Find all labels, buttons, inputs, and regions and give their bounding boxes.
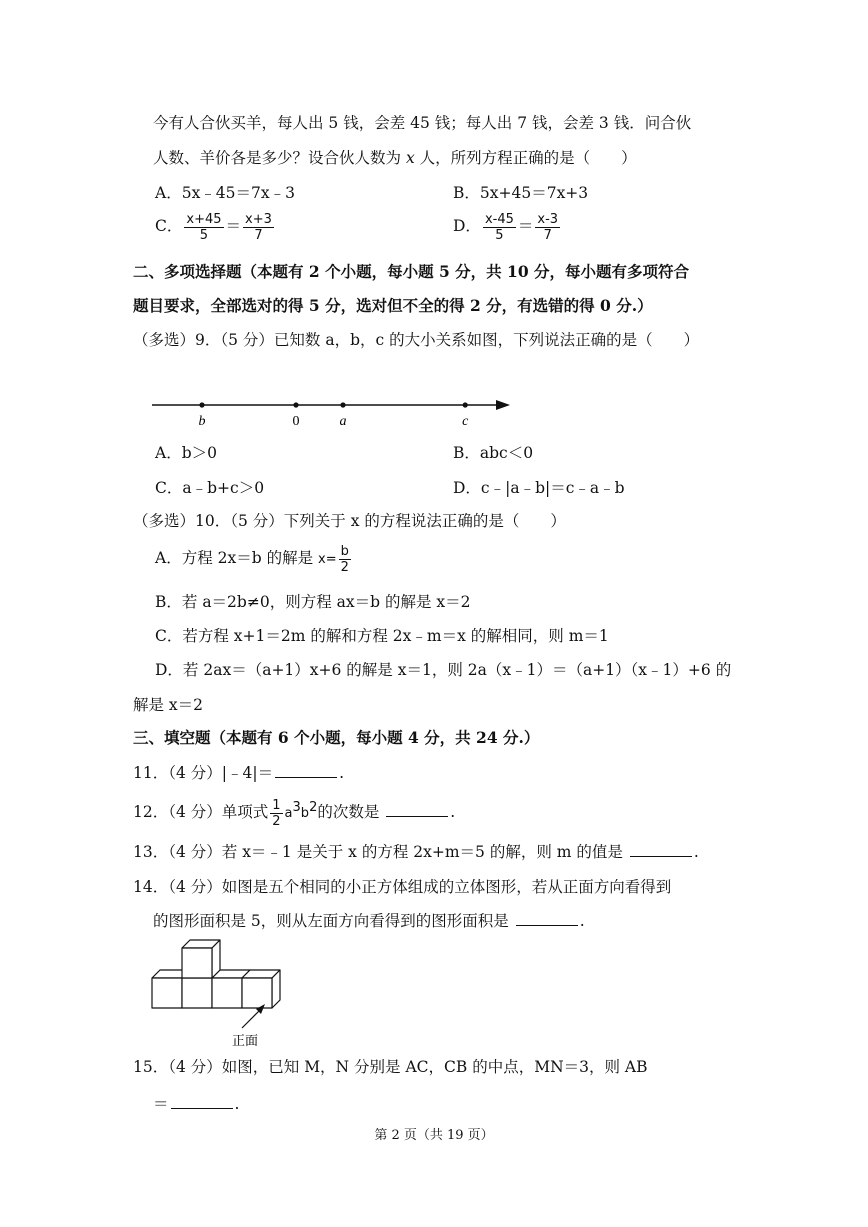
q8-option-c-label: C． [155, 217, 183, 235]
q8-option-c [155, 208, 276, 244]
q10-option-a-x: x= [318, 552, 337, 567]
q8-option-d-fraction-2 [535, 212, 560, 243]
q14-figure-label: 正面 [232, 1033, 259, 1048]
fraction-numerator: 1 [272, 797, 281, 813]
q8-option-d-fraction-1 [483, 212, 516, 243]
number-line-arrow-icon [496, 400, 510, 410]
cube-front-face [242, 978, 272, 1008]
number-line-point [293, 402, 298, 407]
cube-front-face [212, 978, 242, 1008]
q12-exponent-a: 3 [292, 800, 301, 815]
q15-line1: 15．（4 分）如图，已知 M，N 分别是 AC，CB 的中点，MN＝3，则 AB [133, 1058, 648, 1076]
q10-option-d-line1: D．若 2ax＝（a+1）x+6 的解是 x＝1，则 2a（x﹣1）＝（a+1）（x﹣1）+6 的 [155, 661, 732, 679]
q11 [133, 763, 344, 783]
fraction-numerator: x+45 [186, 211, 222, 227]
q8-option-c-fraction-2 [243, 212, 274, 243]
fraction-denominator: 5 [199, 227, 209, 243]
number-line-label: c [462, 414, 469, 429]
q8-option-b-label: B． [453, 184, 480, 202]
answer-blank[interactable] [171, 1094, 233, 1109]
q14-line1: 14．（4 分）如图是五个相同的小正方体组成的立体图形，若从正面方向看得到 [133, 878, 672, 896]
q9-option-d: D．c﹣|a﹣b|＝c﹣a﹣b [453, 479, 625, 497]
q11-period: . [339, 764, 345, 782]
answer-blank[interactable] [630, 842, 692, 857]
q14-line2-text: 的图形面积是 5，则从左面方向看得到的图形面积是 [153, 912, 514, 930]
fraction-numerator: x-3 [537, 211, 559, 227]
section2-heading-line2: 题目要求，全部选对的得 5 分，选对但不全的得 2 分，有选错的得 0 分.） [133, 296, 653, 315]
q12-period: . [450, 803, 456, 822]
q9-stem: （多选）9．（5 分）已知数 a，b，c 的大小关系如图，下列说法正确的是（ ） [133, 331, 700, 349]
fraction-numerator: x+3 [245, 211, 272, 227]
number-line-points [199, 402, 470, 429]
fraction-numerator: b [339, 544, 351, 560]
q12-suffix: 的次数是 [317, 803, 385, 822]
section3-heading: 三、填空题（本题有 6 个小题，每小题 4 分，共 24 分.） [133, 728, 540, 747]
number-line-label: a [339, 414, 347, 429]
q10-option-b: B．若 a＝2b≠0，则方程 ax＝b 的解是 x＝2 [155, 593, 471, 611]
q9-option-a: A．b＞0 [155, 444, 217, 462]
q8-stem-line2 [153, 148, 637, 168]
number-line-label: b [198, 414, 206, 429]
q12-fraction [270, 798, 282, 829]
answer-blank[interactable] [386, 802, 448, 817]
equals-sign: ＝ [225, 217, 242, 235]
fraction-denominator: 7 [254, 227, 263, 243]
q15-line2-text: ＝ [153, 1095, 169, 1113]
fraction-numerator: x-45 [484, 211, 514, 227]
q15-period: . [234, 1095, 240, 1113]
q8-stem-part2: 人，所列方程正确的是（ ） [414, 149, 637, 167]
q9-option-b: B．abc＜0 [453, 444, 534, 462]
cube-front-face [182, 978, 212, 1008]
section2-heading-line1: 二、多项选择题（本题有 2 个小题，每小题 5 分，共 10 分，每小题有多项符合 [133, 262, 690, 281]
q15-line2 [153, 1094, 239, 1114]
q8-option-a [155, 183, 295, 203]
q8-option-c-fraction-1 [184, 212, 223, 243]
answer-blank[interactable] [516, 911, 578, 926]
q12-variable-a: a [284, 806, 293, 822]
q10-option-d-line2: 解是 x＝2 [133, 696, 204, 714]
q10-stem: （多选）10．（5 分）下列关于 x 的方程说法正确的是（ ） [133, 512, 566, 530]
q12-exponent-b: 2 [309, 800, 318, 815]
number-line-point [340, 402, 345, 407]
page-footer: 第 2 页（共 19 页） [374, 1128, 494, 1143]
q10-option-a-text: A．方程 2x＝b 的解是 [155, 549, 319, 567]
cube-front-face [182, 948, 212, 978]
q10-option-c: C．若方程 x+1＝2m 的解和方程 2x﹣m＝x 的解相同，则 m＝1 [155, 627, 609, 645]
q13-text: 13．（4 分）若 x＝﹣1 是关于 x 的方程 2x+m＝5 的解，则 m 的值是 [133, 843, 628, 861]
q9-number-line [148, 393, 513, 429]
q13-period: . [693, 843, 699, 861]
q8-stem-line1: 今有人合伙买羊，每人出 5 钱，会差 45 钱；每人出 7 钱，会差 3 钱．问合伙 [153, 114, 692, 132]
fraction-denominator: 5 [495, 227, 504, 243]
q8-option-a-label: A． [155, 184, 182, 202]
q8-option-b-text: 5x+45＝7x+3 [479, 184, 589, 202]
cube-front-face [152, 978, 182, 1008]
q11-text: 11．（4 分）|﹣4|＝ [133, 764, 274, 782]
fraction-denominator: 7 [543, 227, 552, 243]
number-line-point [199, 402, 204, 407]
q8-stem-part1: 人数、羊价各是多少？设合伙人数为 [153, 149, 406, 167]
equals-sign: ＝ [517, 217, 534, 235]
number-line-point [463, 402, 468, 407]
q12-prefix: 12．（4 分）单项式 [133, 803, 269, 822]
q12 [133, 790, 455, 832]
q8-option-d [453, 208, 562, 244]
q14-period: . [579, 912, 585, 930]
q8-option-b [453, 183, 588, 203]
fraction-denominator: 2 [340, 559, 349, 575]
answer-blank[interactable] [275, 763, 337, 778]
fraction-denominator: 2 [272, 813, 281, 829]
q8-option-d-label: D． [453, 217, 481, 235]
q14-line2 [153, 911, 585, 931]
q10-option-a-fraction [339, 544, 351, 575]
q10-option-a [155, 540, 353, 578]
q8-option-a-text: 5x﹣45＝7x﹣3 [181, 184, 295, 202]
q9-option-c: C．a﹣b+c＞0 [155, 479, 265, 497]
number-line-label: 0 [292, 414, 300, 429]
q14-cube-figure [146, 938, 296, 1050]
q13 [133, 842, 699, 862]
q8-stem-var-x: x [405, 149, 415, 167]
q12-variable-b: b [300, 806, 310, 822]
